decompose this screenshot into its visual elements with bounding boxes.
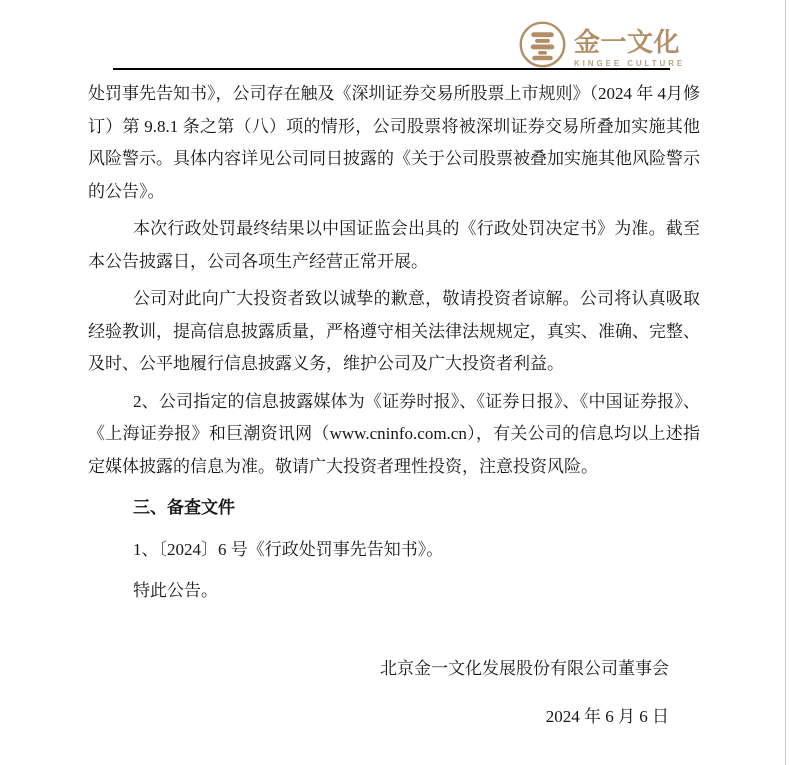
document-body [88, 78, 700, 734]
brand-wordmark [574, 21, 685, 68]
paragraph-apology: 公司对此向广大投资者致以诚挚的歉意，敬请投资者谅解。公司将认真吸取经验教训，提高信息披露质量，严格遵守相关法律法规规定，真实、准确、完整、及时、公平地履行信息披露义务，维护公司及广大投资者利益。 [88, 289, 700, 373]
paragraph-penalty-result: 本次行政处罚最终结果以中国证监会出具的《行政处罚决定书》为准。截至本公告披露日，公司各项生产经营正常开展。 [88, 219, 700, 271]
page-edge-divider [785, 0, 786, 765]
announcement-date: 2024 年 6 月 6 日 [545, 707, 669, 726]
signature-board: 北京金一文化发展股份有限公司董事会 [380, 658, 669, 678]
closing-statement: 特此公告。 [133, 581, 218, 600]
paragraph-disclosure-media: 2、公司指定的信息披露媒体为《证券时报》、《证券日报》、《中国证券报》、《上海证券报》和巨潮资讯网（www.cninfo.com.cn），有关公司的信息均以上述指定媒体披露的信息为准。敬请广大投资者理性投资，注意投资风险。 [88, 391, 700, 476]
kingee-gold-seal-icon [519, 21, 566, 68]
brand-name-english: KINGEE CULTURE [574, 59, 686, 68]
reference-document-item: 1、〔2024〕6 号《行政处罚事先告知书》。 [133, 539, 444, 559]
kingee-logo [519, 21, 685, 68]
header-divider [113, 68, 670, 70]
section-heading-reference-documents: 三、备查文件 [133, 498, 235, 517]
paragraph-risk-warning: 处罚事先告知书》，公司存在触及《深圳证券交易所股票上市规则》（2024 年 4月修订）第 9.8.1 条之第（八）项的情形，公司股票将被深圳证券交易所叠加实施其他风险警示。具体内容详见公司同日披露的《关于公司股票被叠加实施其他风险警示的公告》。 [88, 84, 700, 201]
brand-name-chinese: 金一文化 [574, 27, 681, 57]
